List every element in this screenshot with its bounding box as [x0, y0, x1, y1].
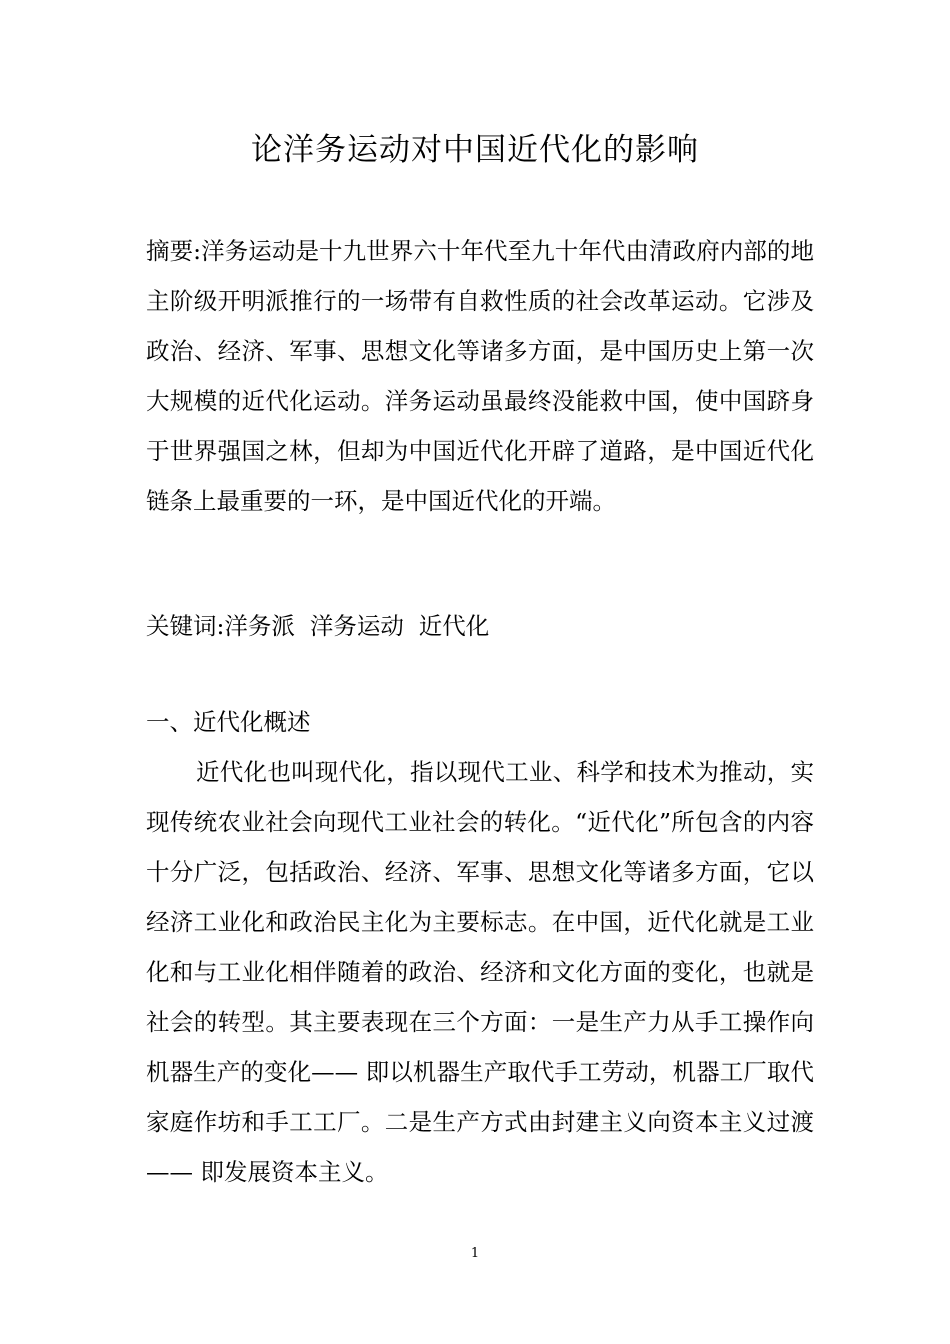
keywords-label: 关键词:	[146, 612, 225, 640]
section-heading: 一、近代化概述	[146, 708, 311, 736]
page-number: 1	[470, 1246, 480, 1261]
document-title: 论洋务运动对中国近代化的影响	[251, 132, 699, 168]
section-paragraph: 近代化也叫现代化，指以现代工业、科学和技术为推动，实现传统农业社会向现代工业社会的转化。“近代化”所包含的内容十分广泛，包括政治、经济、军事、思想文化等诸多方面，它以经济工业化和政治民主化为主要标志。在中国，近代化就是工业化和与工业化相伴随着的政治、经济和文化方面的变化，也就是社会的转型。其主要表现在三个方面：一是生产力从手工操作向机器生产的变化—— 即以机器生产取代手工劳动，机器工厂取代家庭作坊和手工工厂。二是生产方式由封建主义向资本主义过渡—— 即发展资本主义。	[146, 758, 814, 1186]
keywords-text: 洋务派 洋务运动 近代化	[224, 612, 490, 640]
abstract-paragraph	[146, 226, 814, 526]
abstract-label: 摘要:	[146, 237, 202, 265]
abstract-text: 洋务运动是十九世界六十年代至九十年代由清政府内部的地主阶级开明派推行的一场带有自救性质的社会改革运动。它涉及政治、经济、军事、思想文化等诸多方面，是中国历史上第一次大规模的近代化运动。洋务运动虽最终没能救中国，使中国跻身于世界强国之林，但却为中国近代化开辟了道路，是中国近代化链条上最重要的一环，是中国近代化的开端。	[146, 237, 815, 515]
keywords-line	[146, 601, 814, 651]
